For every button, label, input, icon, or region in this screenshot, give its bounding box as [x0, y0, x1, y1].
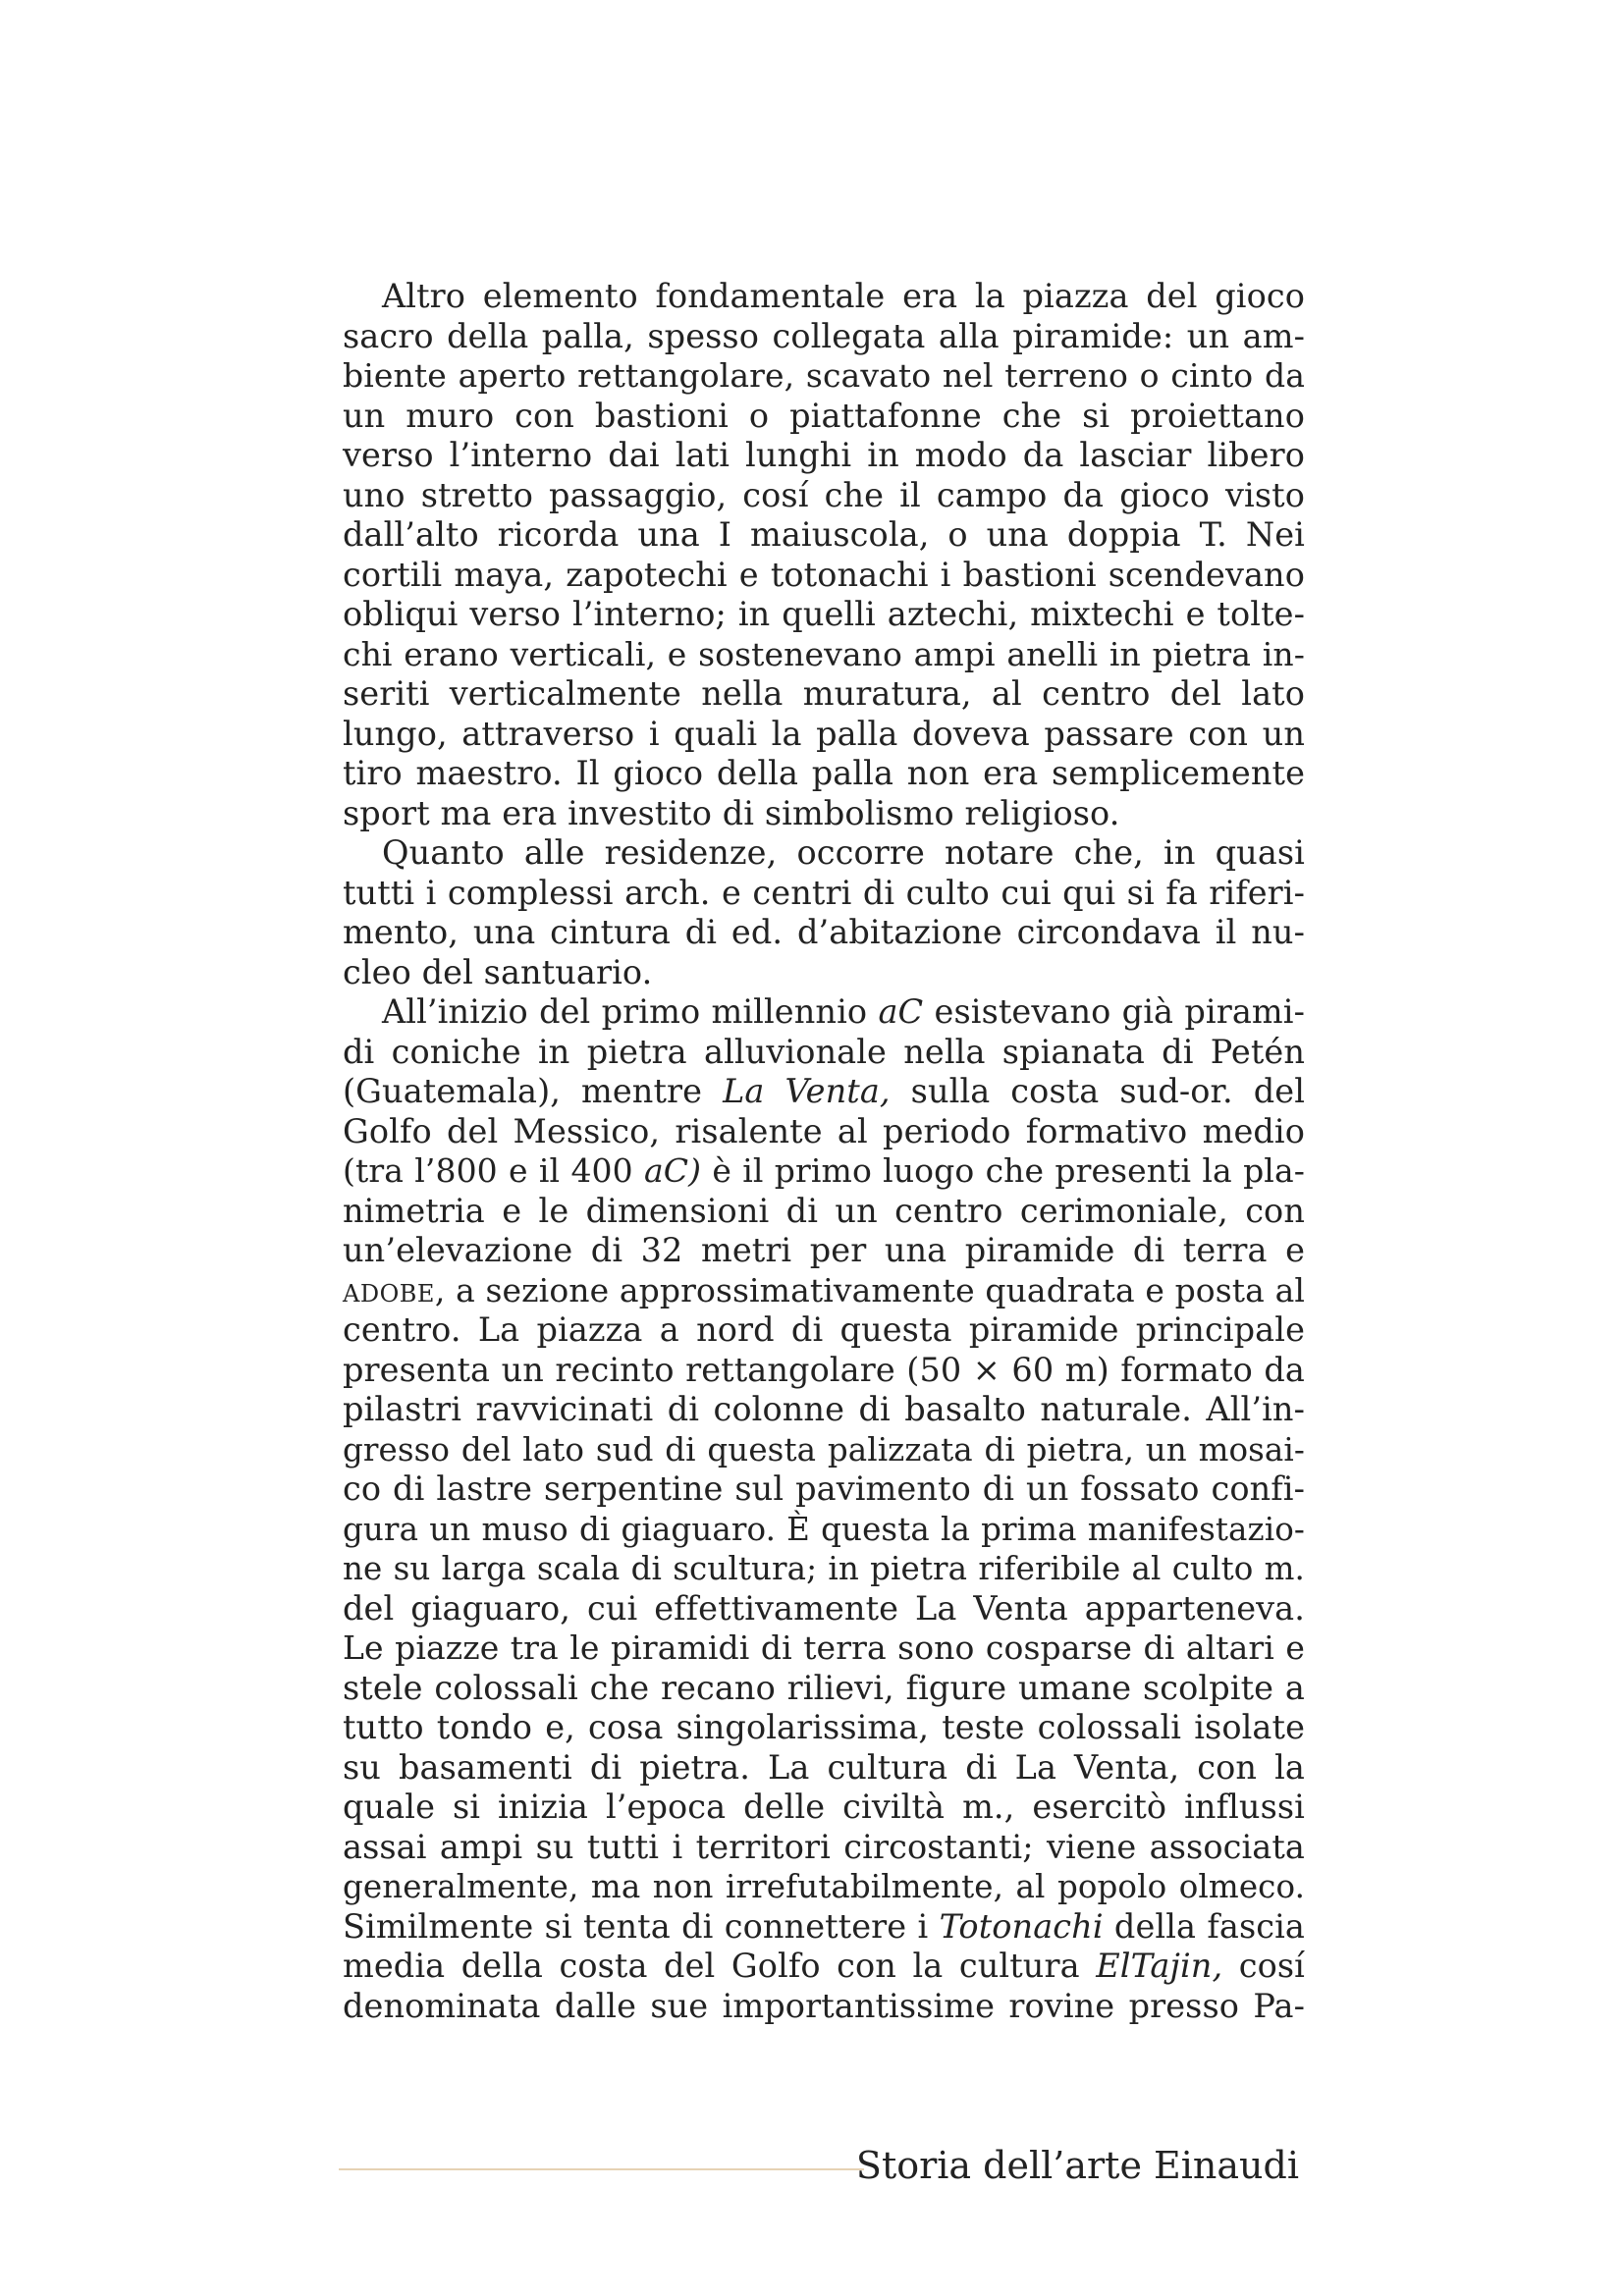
text-line — [343, 1112, 1305, 1152]
text-segment: è il primo luogo che presenti la pla- — [701, 1151, 1305, 1190]
text-line — [343, 595, 1305, 635]
text-line — [343, 436, 1305, 476]
text-line — [343, 1748, 1305, 1789]
text-segment: tiro maestro. Il gioco della palla non era semplicemente — [343, 754, 1305, 792]
text-segment: generalmente, ma non irrefutabilmente, al popolo olmeco. — [343, 1868, 1305, 1905]
text-segment: stele colossali che recano rilievi, figure umane scolpite a — [343, 1668, 1305, 1707]
text-line — [343, 992, 1305, 1033]
text-line — [343, 1907, 1305, 1948]
text-line — [343, 1669, 1305, 1709]
text-segment: aC — [878, 992, 924, 1031]
text-segment: denominata dalle sue importantissime rovine presso Pa- — [343, 1986, 1305, 2025]
text-segment: Altro elemento fondamentale era la piazza del gioco — [382, 277, 1305, 315]
text-line — [343, 1390, 1305, 1430]
text-segment: esistevano già pirami- — [923, 992, 1305, 1031]
text-line — [343, 913, 1305, 953]
text-line — [343, 1589, 1305, 1629]
text-segment: co di lastre serpentine sul pavimento di un fossato confi- — [343, 1469, 1305, 1508]
text-segment: cortili maya, zapotechi e totonachi i bastioni scendevano — [343, 555, 1305, 594]
text-segment: seriti verticalmente nella muratura, al centro del lato — [343, 674, 1305, 713]
text-line — [343, 754, 1305, 794]
text-line — [343, 1033, 1305, 1073]
text-segment: (Guatemala), mentre — [343, 1072, 724, 1110]
text-segment: Totonachi — [939, 1906, 1104, 1946]
text-line — [343, 277, 1305, 317]
body-text — [343, 277, 1305, 2026]
text-segment: Le piazze tra le piramidi di terra sono cosparse di altari e — [343, 1629, 1305, 1667]
text-line — [343, 397, 1305, 437]
text-segment: ne su larga scala di scultura; in pietra riferibile al culto m. — [343, 1550, 1305, 1587]
text-segment: sport ma era investito di simbolismo religioso. — [343, 793, 1120, 832]
text-line — [343, 635, 1305, 675]
text-line — [343, 1231, 1305, 1271]
text-line — [343, 674, 1305, 715]
text-segment: pilastri ravvicinati di colonne di basalto naturale. All’in- — [343, 1390, 1305, 1428]
text-line — [343, 1151, 1305, 1192]
text-line — [343, 1271, 1305, 1311]
text-segment: ElTajin, — [1096, 1947, 1223, 1985]
text-segment: assai ampi su tutti i territori circostanti; viene associata — [343, 1827, 1305, 1866]
text-line — [343, 356, 1305, 397]
text-segment: cosí — [1222, 1947, 1305, 1985]
text-segment: sacro della palla, spesso collegata alla piramide: un am- — [343, 316, 1305, 355]
text-segment: tutto tondo e, cosa singolarissima, teste colossali isolate — [343, 1708, 1305, 1746]
text-segment: cleo del santuario. — [343, 952, 653, 991]
text-segment: tutti i complessi arch. e centri di culto cui qui si fa riferi- — [343, 873, 1305, 912]
text-segment: presenta un recinto rettangolare (50 × 60 m) formato da — [343, 1350, 1305, 1389]
text-line — [343, 715, 1305, 755]
text-segment: centro. La piazza a nord di questa piramide principale — [343, 1310, 1305, 1349]
text-line — [343, 1351, 1305, 1391]
text-segment: uno stretto passaggio, cosí che il campo da gioco visto — [343, 475, 1305, 514]
text-segment: chi erano verticali, e sostenevano ampi anelli in pietra in- — [343, 634, 1305, 673]
text-line — [343, 515, 1305, 556]
text-segment: , a sezione approssimativamente quadrata e posta al — [434, 1270, 1305, 1309]
text-segment: gura un muso di giaguaro. È questa la prima manifestazio- — [343, 1510, 1305, 1548]
text-line — [343, 953, 1305, 993]
text-line — [343, 1788, 1305, 1828]
text-segment: mento, una cintura di ed. d’abitazione circondava il nu- — [343, 913, 1305, 951]
text-segment: lungo, attraverso i quali la palla doveva passare con un — [343, 714, 1305, 753]
text-line — [343, 1072, 1305, 1112]
text-line — [343, 1867, 1305, 1907]
text-segment: quale si inizia l’epoca delle civiltà m., esercitò influssi — [343, 1788, 1305, 1826]
text-line — [343, 1510, 1305, 1550]
text-line — [343, 1469, 1305, 1510]
text-line — [343, 1987, 1305, 2027]
footer-rule — [339, 2168, 864, 2170]
text-segment: della fascia — [1103, 1906, 1305, 1946]
text-line — [343, 1947, 1305, 1987]
text-segment: ADOBE — [343, 1279, 435, 1308]
text-line — [343, 1430, 1305, 1470]
text-segment: gresso del lato sud di questa palizzata di pietra, un mosai- — [343, 1430, 1305, 1468]
text-segment: del giaguaro, cui effettivamente La Venta apparteneva. — [343, 1588, 1305, 1628]
text-line — [343, 1310, 1305, 1351]
text-line — [343, 833, 1305, 874]
text-segment: nimetria e le dimensioni di un centro cerimoniale, con — [343, 1191, 1305, 1230]
text-segment: Quanto alle residenze, occorre notare che, in quasi — [382, 833, 1305, 872]
text-segment: un’elevazione di 32 metri per una piramide di terra e — [343, 1231, 1305, 1269]
text-segment: biente aperto rettangolare, scavato nel terreno o cinto da — [343, 356, 1305, 395]
text-segment: obliqui verso l’interno; in quelli aztechi, mixtechi e tolte- — [343, 595, 1305, 633]
text-segment: su basamenti di pietra. La cultura di La Venta, con la — [343, 1747, 1305, 1787]
text-segment: media della costa del Golfo con la cultura — [343, 1947, 1097, 1985]
text-segment: sulla costa sud-or. del — [890, 1072, 1306, 1110]
text-segment: verso l’interno dai lati lunghi in modo da lasciar libero — [343, 436, 1305, 474]
text-segment: un muro con bastioni o piattafonne che si proiettano — [343, 396, 1305, 435]
text-line — [343, 1549, 1305, 1589]
text-segment: (tra l’800 e il 400 — [343, 1151, 644, 1190]
text-segment: Similmente si tenta di connettere i — [343, 1906, 940, 1946]
text-line — [343, 476, 1305, 516]
text-line — [343, 1192, 1305, 1232]
text-line — [343, 317, 1305, 357]
text-line — [343, 794, 1305, 834]
footer-publisher: Storia dell’arte Einaudi — [855, 2144, 1299, 2187]
text-segment: Golfo del Messico, risalente al periodo formativo medio — [343, 1111, 1305, 1150]
text-line — [343, 1708, 1305, 1748]
text-segment: All’inizio del primo millennio — [382, 992, 879, 1031]
text-segment: di coniche in pietra alluvionale nella spianata di Petén — [343, 1032, 1305, 1071]
text-segment: dall’alto ricorda una I maiuscola, o una doppia T. Nei — [343, 515, 1305, 554]
text-line — [343, 556, 1305, 596]
text-line — [343, 874, 1305, 914]
text-line — [343, 1629, 1305, 1669]
text-segment: La Venta, — [723, 1072, 891, 1110]
text-line — [343, 1828, 1305, 1868]
text-segment: aC) — [644, 1151, 702, 1190]
